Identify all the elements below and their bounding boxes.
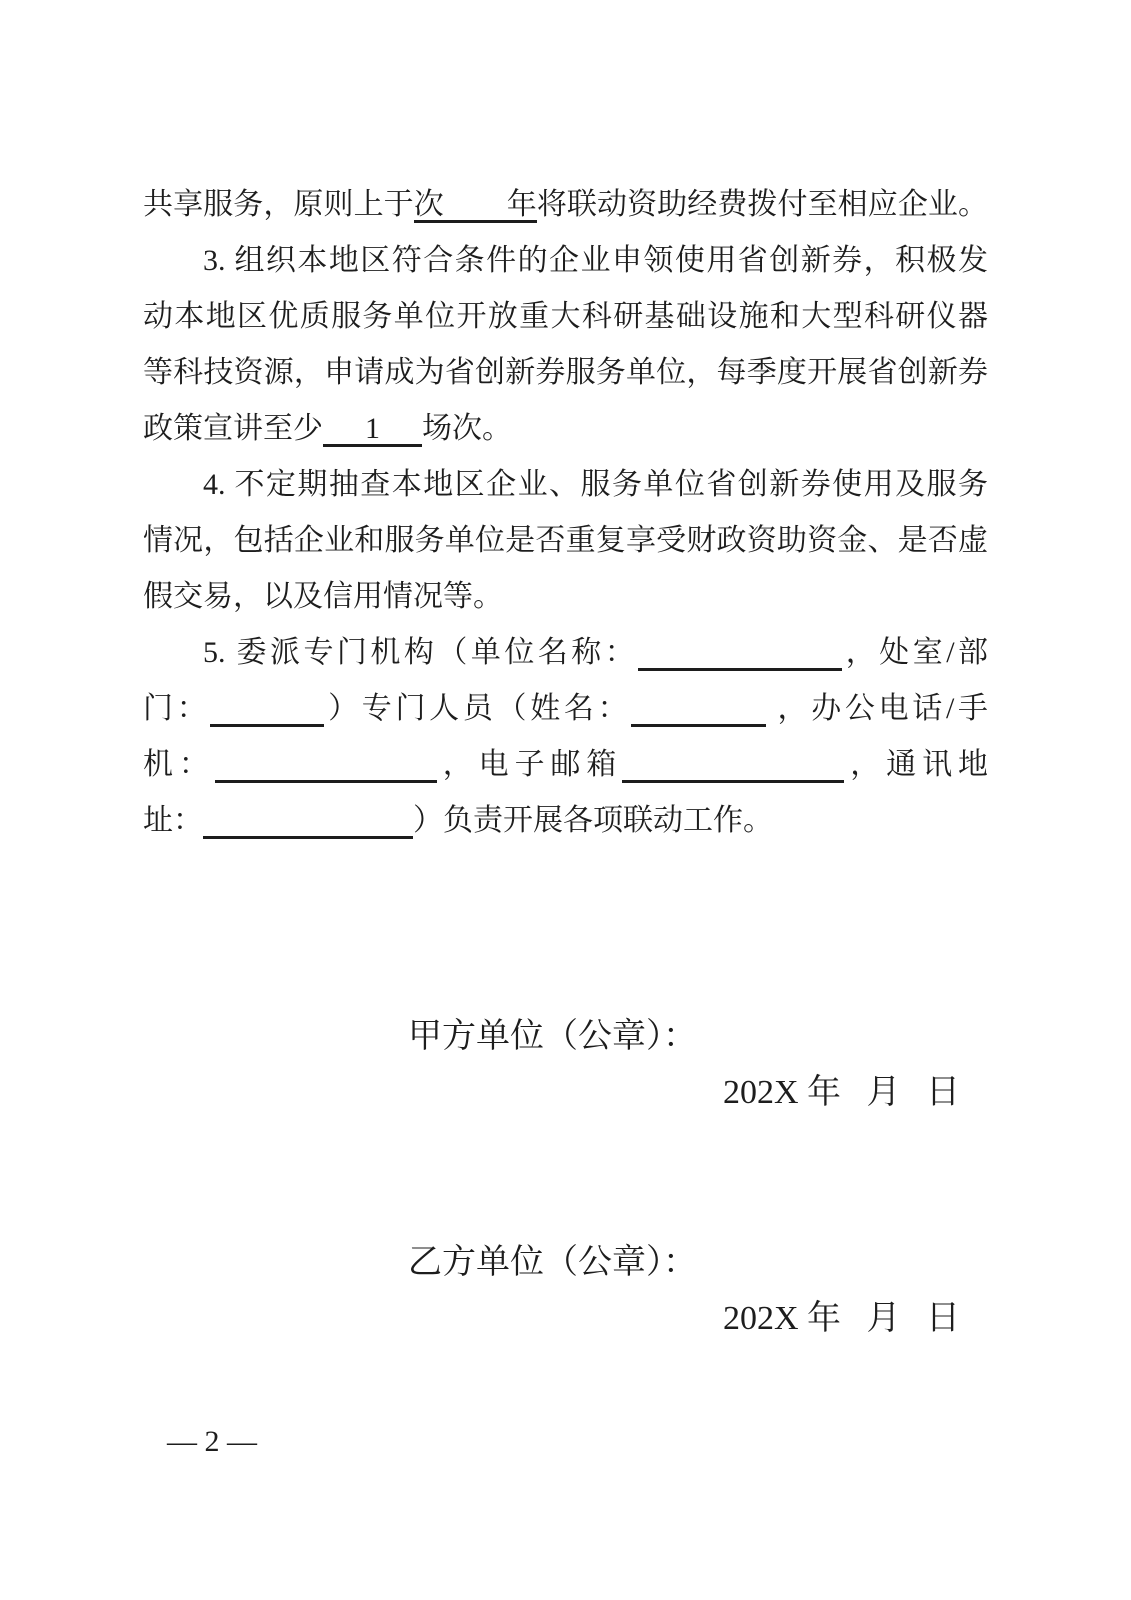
party-a-signature-block <box>143 1009 988 1121</box>
party-b-date-line: 202X 年 月 日 <box>723 1300 961 1337</box>
text-segment: 3. 组织本地区符合条件的企业申领使用省创新券，积极发 <box>203 244 988 277</box>
text-segment: 共享服务，原则上于 <box>143 188 414 221</box>
text-line <box>143 401 988 457</box>
text-line <box>143 177 988 233</box>
text-line <box>143 233 988 289</box>
text-segment: 政策宣讲至少 <box>143 412 323 445</box>
text-segment: 等科技资源，申请成为省创新券服务单位，每季度开展省创新券 <box>143 356 988 389</box>
text-line <box>143 289 988 345</box>
party-b-seal-label: 乙方单位（公章）： <box>408 1244 697 1281</box>
text-segment: 址： <box>143 804 203 837</box>
text-line <box>143 625 988 681</box>
text-line <box>143 681 988 737</box>
text-line <box>143 793 988 849</box>
body-lines <box>143 177 988 849</box>
blank-field <box>203 803 413 839</box>
text-segment: 场次。 <box>422 412 512 445</box>
blank-field <box>215 747 437 783</box>
party-b-signature-block <box>143 1235 988 1347</box>
text-segment: ，处室/部 <box>842 636 989 669</box>
blank-field <box>622 747 844 783</box>
party-a-seal-label: 甲方单位（公章）： <box>408 1018 697 1055</box>
blank-field <box>210 691 324 727</box>
party-a-date-line: 202X 年 月 日 <box>723 1074 961 1111</box>
text-segment: 机： <box>143 748 215 781</box>
text-segment: 5. 委派专门机构（单位名称： <box>203 636 639 669</box>
blank-field <box>631 691 766 727</box>
page-number: — 2 — <box>167 1425 257 1458</box>
text-line <box>143 737 988 793</box>
text-segment: ）负责开展各项联动工作。 <box>413 804 773 837</box>
text-line <box>143 457 988 513</box>
text-line <box>143 513 988 569</box>
text-segment: ，通讯地 <box>844 748 989 781</box>
text-segment: 将联动资助经费拨付至相应企业。 <box>536 188 988 221</box>
text-segment: 情况，包括企业和服务单位是否重复享受财政资助资金、是否虚 <box>143 524 988 557</box>
blank-field <box>638 635 842 671</box>
text-line <box>143 345 988 401</box>
text-segment: ，办公电话/手 <box>766 692 989 725</box>
text-segment: 门： <box>143 692 211 725</box>
text-line <box>143 569 988 625</box>
text-segment: 4. 不定期抽查本地区企业、服务单位省创新券使用及服务 <box>203 468 988 501</box>
text-segment: 假交易，以及信用情况等。 <box>143 580 503 613</box>
text-segment: 动本地区优质服务单位开放重大科研基础设施和大型科研仪器 <box>143 300 988 333</box>
text-segment: ）专门人员（姓名： <box>324 692 632 725</box>
text-segment: ，电子邮箱 <box>436 748 623 781</box>
filled-blank-field: 1 <box>323 411 422 447</box>
filled-blank-field: 次年 <box>413 188 537 221</box>
